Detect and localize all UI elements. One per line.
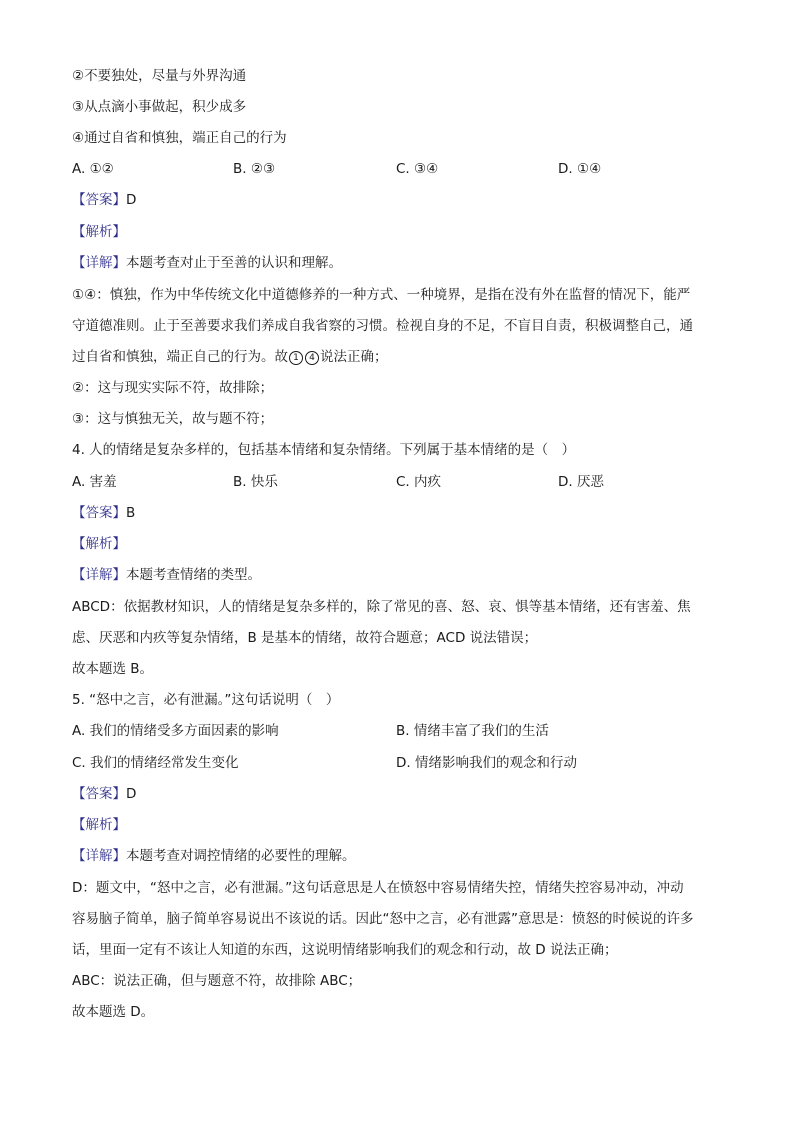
detail-text: 本题考查对调控情绪的必要性的理解。: [126, 848, 356, 864]
q3-option-a: A. ①②: [72, 161, 114, 177]
q3-option-c: C. ③④: [396, 161, 439, 177]
q3-answer: [72, 190, 136, 210]
q5-option-b: B. 情绪丰富了我们的生活: [396, 723, 549, 739]
q3-option-b: B. ②③: [233, 161, 276, 177]
q5-option-a: A. 我们的情绪受多方面因素的影响: [72, 723, 279, 739]
q4-stem: 4. 人的情绪是复杂多样的，包括基本情绪和复杂情绪。下列属于基本情绪的是（ ）: [72, 442, 576, 458]
q5-answer: [72, 784, 136, 804]
q5-option-d: D. 情绪影响我们的观念和行动: [396, 755, 577, 771]
answer-tag: 【答案】: [72, 192, 126, 208]
q3-explain-line-4: ②：这与现实实际不符，故排除；: [72, 380, 274, 396]
q4-option-c: C. 内疚: [396, 474, 442, 490]
q3-explain-line-1: ①④：慎独，作为中华传统文化中道德修养的一种方式、一种境界，是指在没有外在监督的情况下，能严: [72, 287, 691, 303]
q3-explain-line-2: 守道德准则。止于至善要求我们养成自我省察的习惯。检视自身的不足，不盲目自责，积极调整自己，通: [72, 318, 693, 334]
q4-option-a: A. 害羞: [72, 474, 117, 490]
detail-text: 本题考查情绪的类型。: [126, 567, 261, 583]
answer-tag: 【答案】: [72, 786, 126, 802]
q5-explain-line-5: 故本题选 D。: [72, 1004, 155, 1020]
q4-detail: [72, 565, 261, 585]
circled-number: 4: [305, 351, 319, 365]
q5-explain-line-1: D：题文中，“怒中之言，必有泄漏。”这句话意思是人在愤怒中容易情绪失控，情绪失控容易冲动，冲动: [72, 880, 684, 896]
q5-detail: [72, 846, 356, 866]
q4-explain-line-1: ABCD：依据教材知识，人的情绪是复杂多样的，除了常见的喜、怒、哀、惧等基本情绪，还有害羞、焦: [72, 599, 691, 615]
q3-explain-line-5: ③：这与慎独无关，故与题不符；: [72, 411, 274, 427]
detail-text: 本题考查对止于至善的认识和理解。: [126, 255, 342, 271]
answer-value: B: [126, 505, 136, 521]
answer-value: D: [126, 786, 137, 802]
answer-tag: 【答案】: [72, 505, 126, 521]
q4-explain-line-2: 虑、厌恶和内疚等复杂情绪，B 是基本的情绪，故符合题意；ACD 说法错误；: [72, 630, 538, 646]
q5-stem: 5. “怒中之言，必有泄漏。”这句话说明（ ）: [72, 692, 340, 708]
q4-answer: [72, 503, 135, 523]
q3-item-3: ③从点滴小事做起，积少成多: [72, 99, 247, 115]
q3-detail: [72, 253, 342, 273]
detail-tag: 【详解】: [72, 567, 126, 583]
q3-item-2: ②不要独处，尽量与外界沟通: [72, 68, 247, 84]
explain-text: 说法正确；: [320, 349, 388, 365]
q3-explain-line-3: [72, 347, 388, 367]
q3-analysis-tag: 【解析】: [72, 224, 126, 240]
q4-option-d: D. 厌恶: [558, 474, 604, 490]
q3-item-4: ④通过自省和慎独，端正自己的行为: [72, 130, 287, 146]
answer-value: D: [126, 192, 137, 208]
q5-explain-line-4: ABC：说法正确，但与题意不符，故排除 ABC；: [72, 973, 362, 989]
detail-tag: 【详解】: [72, 848, 126, 864]
q5-option-c: C. 我们的情绪经常发生变化: [72, 755, 239, 771]
explain-text: 过自省和慎独，端正自己的行为。故: [72, 349, 288, 365]
q5-explain-line-3: 话，里面一定有不该让人知道的东西，这说明情绪影响我们的观念和行动，故 D 说法正确；: [72, 942, 618, 958]
q4-explain-line-3: 故本题选 B。: [72, 661, 154, 677]
q5-explain-line-2: 容易脑子简单，脑子简单容易说出不该说的话。因此“怒中之言，必有泄露”意思是：愤怒的时候说的许多: [72, 911, 694, 927]
detail-tag: 【详解】: [72, 255, 126, 271]
q4-analysis-tag: 【解析】: [72, 536, 126, 552]
q5-analysis-tag: 【解析】: [72, 817, 126, 833]
q4-option-b: B. 快乐: [233, 474, 278, 490]
circled-number: 1: [289, 351, 303, 365]
q3-option-d: D. ①④: [558, 161, 602, 177]
